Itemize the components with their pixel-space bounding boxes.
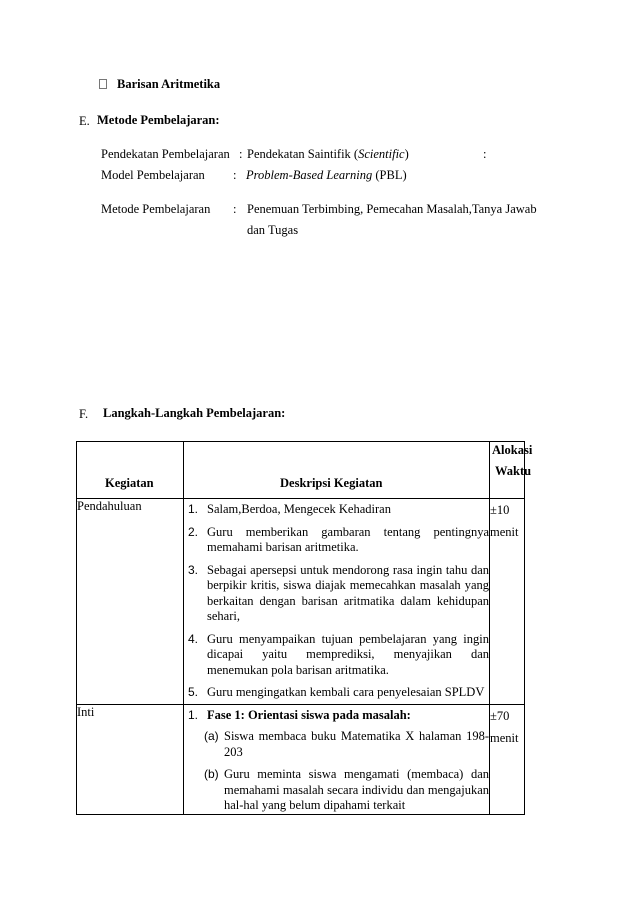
pendekatan-value: Pendekatan Saintifik (Scientific) <box>247 147 409 161</box>
pendekatan-label: Pendekatan Pembelajaran <box>101 147 230 161</box>
list-item: 1. Salam,Berdoa, Mengecek Kehadiran <box>188 502 391 516</box>
deskripsi-cell <box>184 704 490 814</box>
waktu-value: ±70 <box>490 708 510 723</box>
header-deskripsi: Deskripsi Kegiatan <box>280 476 383 490</box>
header-deskripsi-cell <box>184 442 490 499</box>
metode-value-line2: dan Tugas <box>247 223 299 237</box>
deskripsi-sublist <box>184 729 489 814</box>
kegiatan-cell <box>77 499 184 705</box>
kegiatan-label: Pendahuluan <box>77 499 142 513</box>
pendekatan-separator: : <box>239 147 243 161</box>
model-label: Model Pembelajaran <box>101 168 205 182</box>
metode-separator: : <box>233 202 237 216</box>
table-row <box>77 499 525 705</box>
header-waktu: Waktu <box>495 464 532 478</box>
waktu-cell <box>490 704 525 814</box>
list-item: (b) Guru meminta siswa mengamati (membaca) dan memahami masalah secara individu dan mengajukan hal-hal yang belum dipahami terkait <box>204 767 489 812</box>
kegiatan-label: Inti <box>77 704 95 719</box>
table-row <box>77 704 525 814</box>
list-item: 5. Guru mengingatkan kembali cara penyelesaian SPLDV <box>188 685 485 699</box>
section-f-title: Langkah-Langkah Pembelajaran: <box>103 406 286 420</box>
pendekatan-trailing-colon: : <box>483 147 487 161</box>
waktu-value: ±10 <box>490 503 510 517</box>
deskripsi-list <box>184 502 489 701</box>
kegiatan-cell <box>77 704 184 814</box>
top-item-label: Barisan Aritmetika <box>117 77 221 91</box>
metode-value-line1: Penemuan Terbimbing, Pemecahan Masalah,Tanya Jawab <box>247 202 537 216</box>
waktu-cell <box>490 499 525 705</box>
model-separator: : <box>233 168 237 182</box>
section-e-title: Metode Pembelajaran: <box>97 113 220 127</box>
header-alokasi-cell <box>490 442 533 499</box>
waktu-unit: menit <box>490 525 519 539</box>
fase-title: 1. Fase 1: Orientasi siswa pada masalah: <box>188 707 411 722</box>
metode-label: Metode Pembelajaran <box>101 202 211 216</box>
table-header-row <box>77 442 525 499</box>
list-item: 2. Guru memberikan gambaran tentang pentingnya memahami barisan aritmetika. <box>188 524 489 554</box>
section-e-letter: E. <box>79 114 90 128</box>
activity-table <box>76 441 533 815</box>
deskripsi-cell <box>184 499 490 705</box>
header-alokasi: Alokasi <box>492 443 533 457</box>
list-item: 3. Sebagai apersepsi untuk mendorong rasa ingin tahu dan berpikir kritis, siswa diajak memecahkan masalah yang berkaitan dengan barisan aritmatika dalam kehidupan sehari, <box>188 562 489 623</box>
header-kegiatan: Kegiatan <box>105 476 154 490</box>
bullet-marker-icon <box>99 79 107 89</box>
list-item: (a) Siswa membaca buku Matematika X halaman 198-203 <box>204 729 489 759</box>
model-value: Problem-Based Learning (PBL) <box>246 168 407 182</box>
waktu-unit: menit <box>490 730 519 745</box>
header-kegiatan-cell <box>77 442 184 499</box>
section-f-letter: F. <box>79 407 89 421</box>
list-item: 4. Guru menyampaikan tujuan pembelajaran yang ingin dicapai yaitu memprediksi, menyajikan dan menemukan pola barisan aritmatika. <box>188 631 489 677</box>
